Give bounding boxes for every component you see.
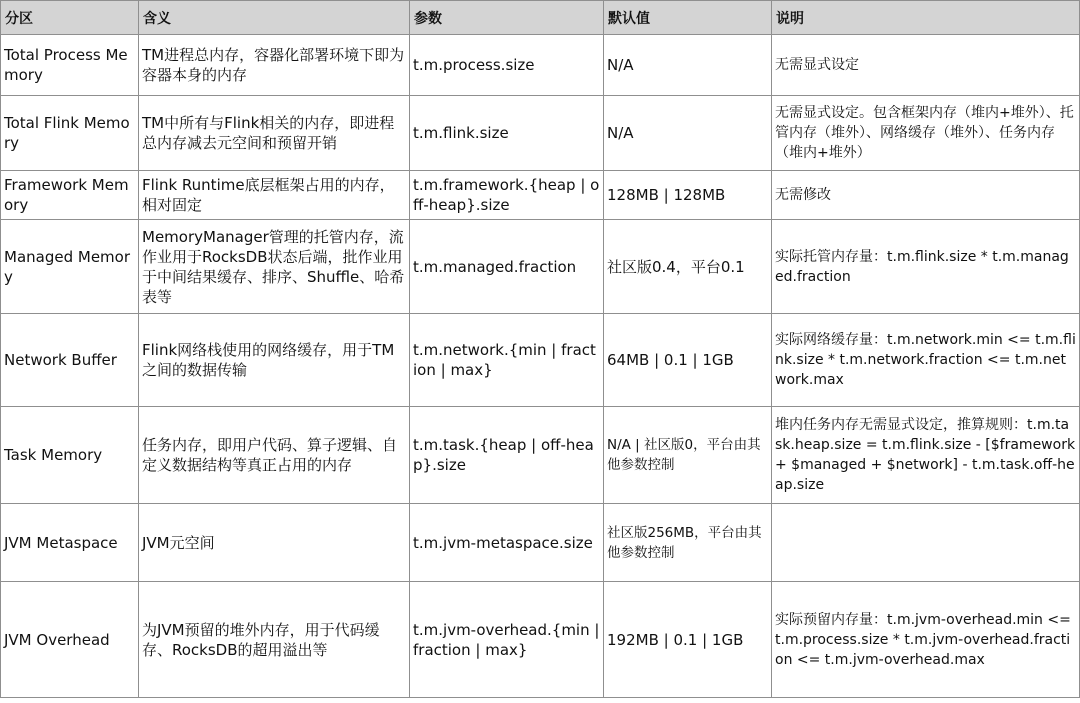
table-row [1, 504, 1080, 582]
cell-note [772, 504, 1080, 582]
cell-param: t.m.task.{heap | off-heap}.size [410, 407, 604, 504]
table-row [1, 582, 1080, 698]
cell-partition: Framework Memory [1, 171, 139, 220]
cell-default: N/A [604, 35, 772, 96]
table-row [1, 407, 1080, 504]
cell-note: 实际托管内存量：t.m.flink.size * t.m.managed.fraction [772, 220, 1080, 314]
table-row [1, 220, 1080, 314]
cell-partition: Task Memory [1, 407, 139, 504]
cell-param: t.m.network.{min | fraction | max} [410, 314, 604, 407]
cell-meaning: Flink Runtime底层框架占用的内存，相对固定 [139, 171, 410, 220]
header-meaning: 含义 [139, 1, 410, 35]
table-row [1, 314, 1080, 407]
cell-meaning: Flink网络栈使用的网络缓存，用于TM之间的数据传输 [139, 314, 410, 407]
cell-default: N/A | 社区版0，平台由其他参数控制 [604, 407, 772, 504]
cell-partition: Total Flink Memory [1, 96, 139, 171]
cell-param: t.m.process.size [410, 35, 604, 96]
cell-param: t.m.managed.fraction [410, 220, 604, 314]
cell-meaning: TM进程总内存，容器化部署环境下即为容器本身的内存 [139, 35, 410, 96]
header-partition: 分区 [1, 1, 139, 35]
cell-partition: Network Buffer [1, 314, 139, 407]
cell-note: 实际预留内存量：t.m.jvm-overhead.min <= t.m.process.size * t.m.jvm-overhead.fraction <= t.m.jvm-overhead.max [772, 582, 1080, 698]
header-default: 默认值 [604, 1, 772, 35]
cell-meaning: TM中所有与Flink相关的内存，即进程总内存减去元空间和预留开销 [139, 96, 410, 171]
cell-default: 192MB | 0.1 | 1GB [604, 582, 772, 698]
cell-param: t.m.jvm-metaspace.size [410, 504, 604, 582]
cell-default: 128MB | 128MB [604, 171, 772, 220]
cell-default: 社区版256MB，平台由其他参数控制 [604, 504, 772, 582]
header-param: 参数 [410, 1, 604, 35]
cell-meaning: JVM元空间 [139, 504, 410, 582]
cell-param: t.m.framework.{heap | off-heap}.size [410, 171, 604, 220]
table-row [1, 171, 1080, 220]
cell-meaning: 任务内存，即用户代码、算子逻辑、自定义数据结构等真正占用的内存 [139, 407, 410, 504]
cell-default: 64MB | 0.1 | 1GB [604, 314, 772, 407]
cell-note: 堆内任务内存无需显式设定，推算规则：t.m.task.heap.size = t.m.flink.size - [$framework + $managed + $network] - t.m.task.off-heap.size [772, 407, 1080, 504]
cell-default: N/A [604, 96, 772, 171]
cell-note: 无需修改 [772, 171, 1080, 220]
table-row [1, 35, 1080, 96]
cell-note: 无需显式设定 [772, 35, 1080, 96]
cell-partition: Managed Memory [1, 220, 139, 314]
table-row [1, 96, 1080, 171]
cell-meaning: 为JVM预留的堆外内存，用于代码缓存、RocksDB的超用溢出等 [139, 582, 410, 698]
cell-param: t.m.jvm-overhead.{min | fraction | max} [410, 582, 604, 698]
cell-partition: JVM Metaspace [1, 504, 139, 582]
cell-note: 实际网络缓存量：t.m.network.min <= t.m.flink.size * t.m.network.fraction <= t.m.network.max [772, 314, 1080, 407]
cell-partition: JVM Overhead [1, 582, 139, 698]
cell-default: 社区版0.4，平台0.1 [604, 220, 772, 314]
cell-meaning: MemoryManager管理的托管内存，流作业用于RocksDB状态后端，批作业用于中间结果缓存、排序、Shuffle、哈希表等 [139, 220, 410, 314]
cell-partition: Total Process Memory [1, 35, 139, 96]
header-note: 说明 [772, 1, 1080, 35]
header-row [1, 1, 1080, 35]
cell-note: 无需显式设定。包含框架内存（堆内+堆外）、托管内存（堆外）、网络缓存（堆外）、任务内存（堆内+堆外） [772, 96, 1080, 171]
cell-param: t.m.flink.size [410, 96, 604, 171]
